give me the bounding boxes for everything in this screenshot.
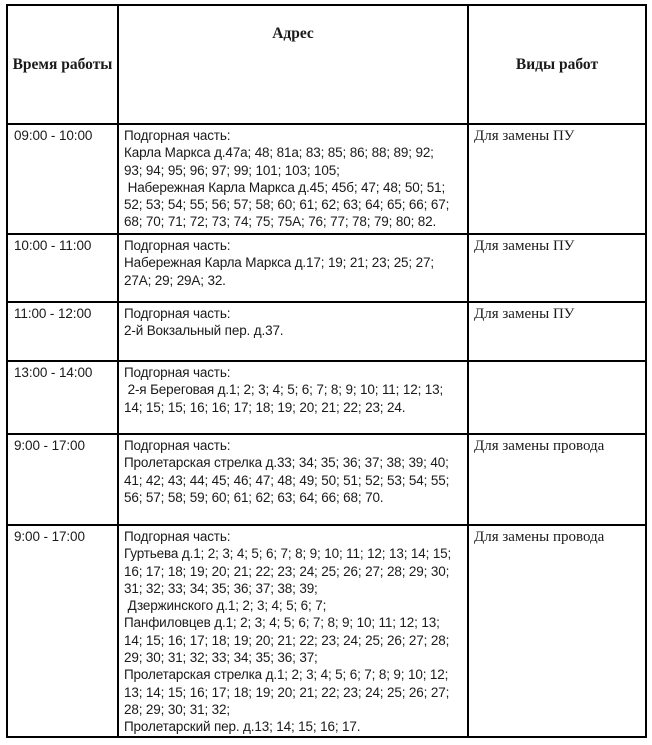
address-line: 28; 29; 30; 31; 32; — [124, 701, 230, 717]
address-line: 14; 15; 16; 17; 18; 19; 20; 21; 22; 23; 24; 25; 26; 27; 28; — [124, 632, 450, 648]
address-line: 2-я Береговая д.1; 2; 3; 4; 5; 6; 7; 8; 9; 10; 11; 12; 13; — [124, 382, 444, 398]
address-line: Пролетарская стрелка д.1; 2; 3; 4; 5; 6; 7; 8; 9; 10; 12; — [124, 667, 449, 683]
address-line: 41; 42; 43; 44; 45; 46; 47; 48; 49; 50; 51; 52; 53; 54; 55; — [124, 472, 450, 488]
works-cell: Для замены ПУ — [474, 306, 575, 322]
table-row — [8, 301, 645, 360]
address-line: 93; 94; 95; 96; 97; 99; 101; 103; 105; — [124, 162, 340, 178]
time-cell: 11:00 - 12:00 — [8, 303, 119, 360]
table-header — [8, 6, 645, 123]
address-line: 13; 14; 15; 16; 17; 18; 19; 20; 21; 22; 23; 24; 25; 26; 27; — [124, 684, 450, 700]
time-cell: 10:00 - 11:00 — [8, 235, 119, 301]
address-line: 29; 30; 31; 32; 33; 34; 35; 36; 37; — [124, 650, 318, 666]
works-cell: Для замены ПУ — [474, 128, 575, 144]
works-cell: Для замены провода — [474, 438, 605, 454]
time-cell: 9:00 - 17:00 — [8, 435, 119, 524]
time-cell: 9:00 - 17:00 — [8, 526, 119, 736]
time-cell: 09:00 - 10:00 — [8, 125, 119, 233]
table-row — [8, 524, 645, 736]
address-line: Гуртьева д.1; 2; 3; 4; 5; 6; 7; 8; 9; 10; 11; 12; 13; 14; 15; — [124, 546, 452, 562]
address-line: Набережная Карла Маркса д.45; 45б; 47; 48; 50; 51; — [124, 179, 446, 195]
table-body — [8, 123, 645, 736]
works-cell — [469, 362, 645, 433]
address-line: Подгорная часть: — [124, 438, 231, 453]
address-line: Подгорная часть: — [124, 238, 231, 253]
address-line: 68; 70; 71; 72; 73; 74; 75; 75А; 76; 77; 78; 79; 80; 82. — [124, 214, 437, 230]
time-cell: 13:00 - 14:00 — [8, 362, 119, 433]
address-line: Подгорная часть: — [124, 529, 231, 544]
address-line: Подгорная часть: — [124, 128, 231, 143]
address-cell — [119, 362, 469, 433]
address-line: 31; 32; 33; 34; 35; 36; 37; 38; 39; — [124, 580, 318, 596]
header-works-cell — [469, 6, 645, 123]
address-cell — [119, 125, 469, 233]
header-time-cell — [8, 6, 119, 123]
address-line: Карла Маркса д.47а; 48; 81а; 83; 85; 86; 88; 89; 92; — [124, 145, 434, 161]
address-line: 56; 57; 58; 59; 60; 61; 62; 63; 64; 66; 68; 70. — [124, 489, 384, 505]
address-line: 14; 15; 15; 16; 16; 17; 18; 19; 20; 21; 22; 23; 24. — [124, 399, 406, 415]
table-row — [8, 360, 645, 433]
header-works-label: Виды работ — [515, 56, 599, 73]
address-line: Пролетарский пер. д.13; 14; 15; 16; 17. — [124, 719, 361, 735]
address-line: Набережная Карла Маркса д.17; 19; 21; 23; 25; 27; — [124, 255, 434, 271]
address-cell — [119, 235, 469, 301]
address-line: 27А; 29; 29А; 32. — [124, 272, 226, 288]
address-line: Пролетарская стрелка д.33; 34; 35; 36; 37; 38; 39; 40; — [124, 455, 449, 471]
header-row — [8, 6, 645, 123]
address-line: Подгорная часть: — [124, 365, 231, 380]
works-cell: Для замены провода — [474, 529, 605, 545]
address-line: Панфиловцев д.1; 2; 3; 4; 5; 6; 7; 8; 9; 10; 11; 12; 13; — [124, 615, 440, 631]
header-address-cell — [119, 6, 469, 123]
address-line: Подгорная часть: — [124, 306, 231, 321]
address-cell — [119, 303, 469, 360]
table-row — [8, 123, 645, 233]
work-schedule-table — [6, 4, 647, 738]
address-line: 52; 53; 54; 55; 56; 57; 58; 60; 61; 62; 63; 64; 65; 66; 67; — [124, 197, 450, 213]
address-cell — [119, 526, 469, 736]
address-line: 16; 17; 18; 19; 20; 21; 22; 23; 24; 25; 26; 27; 28; 29; 30; — [124, 563, 450, 579]
header-address-label: Адрес — [272, 25, 314, 42]
address-cell — [119, 435, 469, 524]
header-time-label: Время работы — [12, 56, 113, 73]
address-line: Дзержинского д.1; 2; 3; 4; 5; 6; 7; — [124, 598, 327, 614]
table-row — [8, 433, 645, 524]
address-line: 2-й Вокзальный пер. д.37. — [124, 323, 284, 339]
table-row — [8, 233, 645, 301]
works-cell: Для замены ПУ — [474, 238, 575, 254]
